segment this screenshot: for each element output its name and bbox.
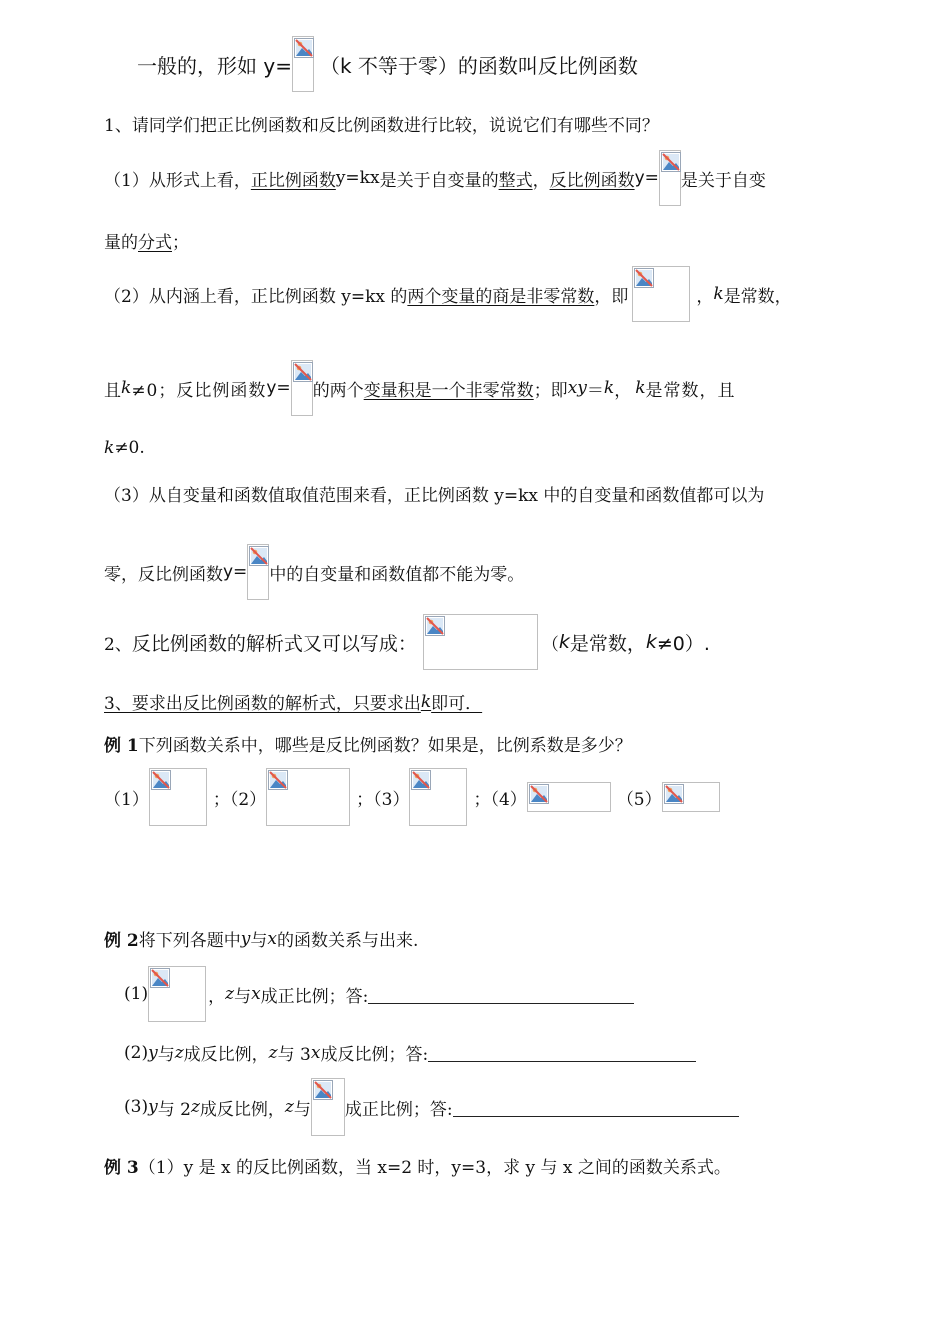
q2-k2: k [645,631,657,653]
q3-text: 3、要求出反比例函数的解析式，只要求出 [104,694,421,714]
broken-image-icon [149,768,207,826]
q1-p2-text: （2）从内涵上看，正比例函数 y=kx 的 [104,286,408,307]
ex2-r2-text: 与 [157,1045,175,1065]
q1-p1-comma: ， [532,170,550,191]
q1-p3-text: 零，反比例函数 [104,564,223,585]
q1-p3-y: y= [223,562,248,582]
ex1-title [104,731,632,756]
q3-k: k [420,691,432,712]
broken-image-icon [148,966,206,1022]
q1-p2-k4: k [635,378,646,398]
broken-image-icon [291,360,313,416]
q1-p1-text4: 量的 [104,233,138,253]
ex2-r3-z2: z [284,1097,294,1117]
q1-p2-k: k [713,284,724,304]
ex2-r3-num: (3) [124,1097,149,1117]
ex1-item-label: ；（4） [473,789,527,810]
q1-part2-line2 [104,360,736,416]
ex2-r1-x: x [251,984,261,1004]
q1-p2-underline: 两个变量的商是非零常数 [407,286,595,307]
q1-p1-text2: 是关于自变量的 [379,170,499,191]
q1-p2-text5: ≠0；反比例函数 [131,380,267,401]
ex2-text3: 的函数关系与出来. [276,931,419,951]
q1-p2-comma: ， [696,286,714,307]
ex2-r2-text4: 成反比例；答: [320,1045,429,1065]
broken-image-icon [527,782,611,812]
ex1-item-label: ；（2） [212,789,267,810]
q1-p2-text2: ，即 [594,286,629,307]
ex2-x: x [267,928,277,949]
ex2-r3-text3: 与 [293,1099,311,1120]
q1-p1-integral: 整式 [498,170,533,191]
ex1-text: 下列函数关系中，哪些是反比例函数？如果是，比例系数是多少？ [138,736,632,756]
ex1-item-label: （5） [616,789,662,810]
q1-p1-text: （1）从形式上看， [104,170,251,191]
broken-image-icon [662,782,720,812]
broken-image-icon [292,36,314,92]
q1-part3-line2 [104,544,524,600]
ex2-r3-answer-blank[interactable] [453,1098,739,1117]
ex2-r2-num: (2) [124,1042,149,1063]
ex2-r2-y: y [148,1042,158,1063]
q1-part2-line3 [104,438,145,458]
q1-p2-xy: xy [567,378,587,398]
ex2-row2 [124,1040,696,1065]
q1-part1-line2 [104,228,189,253]
ex2-title [104,926,418,951]
ex3-line [104,1153,731,1178]
ex3-label: 例 3 [104,1158,139,1178]
header-post: （k 不等于零）的函数叫反比例函数 [319,53,638,78]
q1-p2-k2: k [121,378,132,398]
ex2-row3 [124,1078,739,1136]
q3-line [104,689,496,714]
ex2-r2-text3: 与 3 [277,1045,311,1065]
ex2-r2-answer-blank[interactable] [428,1043,696,1062]
q1-p2-k3: k [603,378,615,398]
q2-text: 反比例函数的解析式又可以写成： [131,632,417,655]
q2-k: k [558,631,570,653]
q1-p2-comma2: ， [614,380,632,401]
ex2-r1-answer-blank[interactable] [368,985,634,1004]
ex2-text: 将下列各题中 [138,931,241,951]
q2-tail: ≠0）. [656,632,710,655]
q1-prompt: 1、请同学们把正比例函数和反比例函数进行比较，说说它们有哪些不同？ [104,116,659,136]
q1-p1-fraction: 分式 [138,233,172,253]
q2-paren: （ [541,634,559,655]
q1-p2-underline2: 变量积是一个非零常数 [363,380,534,401]
broken-image-icon [266,768,350,826]
ex2-r3-text4: 成正比例；答: [344,1099,453,1120]
broken-image-icon [409,768,467,826]
ex2-r3-z: z [190,1097,200,1117]
ex1-item-label: ；（3） [356,789,410,810]
ex2-r2-x: x [310,1042,321,1063]
broken-image-icon [247,544,269,600]
ex2-r2-text2: 成反比例， [183,1045,269,1065]
q1-p1-semicolon: ； [172,233,189,253]
header-line [137,36,638,92]
q1-p1-text3: 是关于自变 [680,170,766,191]
ex1-items [104,768,720,826]
header-pre: 一般的，形如 y= [137,53,292,78]
ex2-r1-text2: 成正比例；答: [260,986,369,1007]
ex1-item-label: （1） [104,789,149,810]
broken-image-icon [423,614,538,670]
q1-part1-line1 [104,150,766,206]
ex2-y: y [240,928,251,949]
q1-part2-line1 [104,266,792,322]
ex2-r1-z: z [225,984,235,1004]
ex1-label: 例 1 [104,736,139,756]
q1-p2-text8: 是常数，且 [645,380,736,401]
ex2-row1 [124,966,634,1022]
ex2-r3-text2: 成反比例， [199,1099,285,1120]
q2-line [104,614,710,670]
q1-p2-text3: 是常数， [723,286,792,307]
ex2-r2-z2: z [268,1042,278,1063]
ex2-r2-z: z [174,1042,184,1063]
q2-mid: 是常数， [569,632,646,655]
broken-image-icon [311,1078,345,1136]
q1-p2-text4: 且 [104,380,121,401]
q1-p1-underline2: 反比例函数 [549,170,635,191]
ex2-r3-y: y [148,1097,158,1117]
q1-p1-y: y= [634,168,659,188]
broken-image-icon [659,150,681,206]
q3-text2: 即可． [431,694,483,714]
q1-part3-line1: （3）从自变量和函数值取值范围来看，正比例函数 y=kx 中的自变量和函数值都可以为 [104,486,765,506]
ex3-text: （1）y 是 x 的反比例函数，当 x=2 时，y=3，求 y 与 x 之间的函数关系式。 [138,1158,731,1178]
ex2-label: 例 2 [104,931,139,951]
ex2-text2: 与 [250,931,268,951]
ex2-r1-num: (1) [124,984,149,1004]
q1-p2-text7: ；即 [533,380,568,401]
q1-p2-y: y= [266,378,291,398]
q1-p3-text2: 中的自变量和函数值都不能为零。 [269,564,525,585]
q1-p1-underline: 正比例函数 [250,170,336,191]
q1-p2-text9: ≠0. [114,438,145,458]
ex2-r1-text: 与 [234,986,252,1007]
ex2-r3-text: 与 2 [157,1099,191,1120]
q1-p2-text6: 的两个 [312,380,364,401]
q1-p2-eq: ＝ [586,380,604,401]
q1-p2-k5: k [104,438,115,458]
broken-image-icon [632,266,690,322]
q2-number: 2、 [104,634,132,655]
ex2-r1-comma: ， [208,986,226,1007]
q1-p1-formula: y=kx [335,168,380,188]
